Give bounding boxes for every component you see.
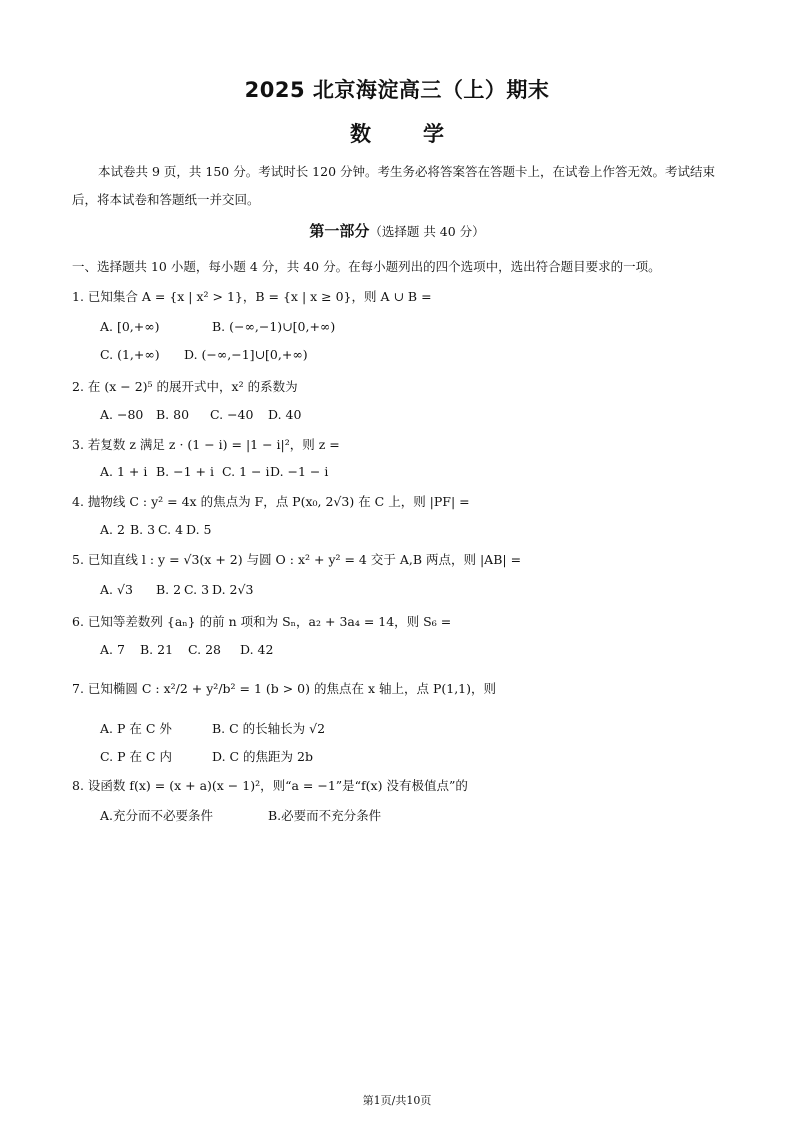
question-8-option-a: A.充分而不必要条件	[100, 808, 214, 823]
question-4-option-a: A. 2	[100, 522, 125, 537]
question-7-option-b: B. C 的长轴长为 √2	[212, 721, 326, 736]
question-1-option-c: C. (1,+∞)	[100, 347, 160, 362]
question-5-option-c: C. 3	[184, 582, 210, 597]
question-5-option-a: A. √3	[100, 582, 133, 597]
question-2-option-d: D. 40	[268, 407, 302, 422]
section-title: 第一部分	[309, 222, 370, 240]
subject-char-2: 学	[423, 122, 444, 146]
question-1-option-a: A. [0,+∞)	[100, 319, 160, 334]
question-2-stem: 2. 在 (x − 2)⁵ 的展开式中，x² 的系数为	[72, 379, 298, 394]
question-4-option-d: D. 5	[186, 522, 212, 537]
question-3-option-c: C. 1 − i	[222, 464, 270, 479]
question-2-option-c: C. −40	[210, 407, 254, 422]
exam-instructions: 本试卷共 9 页，共 150 分。考试时长 120 分钟。考生务必将答案答在答题卡上，在试卷上作答无效。考试结束后，将本试卷和答题纸一并交回。	[72, 164, 716, 207]
question-6-option-d: D. 42	[240, 642, 274, 657]
question-4-stem: 4. 抛物线 C : y² = 4x 的焦点为 F，点 P(x₀, 2√3) 在 C 上，则 |PF| =	[72, 494, 470, 509]
question-8-stem: 8. 设函数 f(x) = (x + a)(x − 1)²，则“a = −1”是“f(x) 没有极值点”的	[72, 778, 468, 793]
question-6-option-a: A. 7	[100, 642, 125, 657]
question-1-stem: 1. 已知集合 A = {x | x² > 1}，B = {x | x ≥ 0}，则 A ∪ B =	[72, 289, 432, 304]
question-6-option-b: B. 21	[140, 642, 174, 657]
subject-char-1: 数	[350, 122, 371, 146]
question-5-option-d: D. 2√3	[212, 582, 254, 597]
question-3-stem: 3. 若复数 z 满足 z · (1 − i) = |1 − i|²，则 z =	[72, 437, 340, 452]
page-footer: 第1页/共10页	[362, 1094, 432, 1107]
question-3-option-b: B. −1 + i	[156, 464, 214, 479]
subject-title	[0, 118, 794, 148]
question-5-stem: 5. 已知直线 l : y = √3(x + 2) 与圆 O : x² + y² = 4 交于 A,B 两点，则 |AB| =	[72, 552, 522, 567]
question-2-option-a: A. −80	[100, 407, 144, 422]
question-7-option-a: A. P 在 C 外	[100, 721, 172, 736]
question-4-option-b: B. 3	[130, 522, 156, 537]
question-1-option-b: B. (−∞,−1)∪[0,+∞)	[212, 319, 336, 334]
question-4-option-c: C. 4	[158, 522, 184, 537]
section-heading	[0, 220, 794, 241]
question-6-option-c: C. 28	[188, 642, 221, 657]
question-1-option-d: D. (−∞,−1]∪[0,+∞)	[184, 347, 308, 362]
question-3-option-a: A. 1 + i	[100, 464, 148, 479]
question-7-option-c: C. P 在 C 内	[100, 749, 172, 764]
question-7-option-d: D. C 的焦距为 2b	[212, 749, 313, 764]
question-3-option-d: D. −1 − i	[270, 464, 329, 479]
question-7-stem: 7. 已知椭圆 C : x²/2 + y²/b² = 1 (b > 0) 的焦点在 x 轴上，点 P(1,1)，则	[72, 681, 496, 696]
question-8-option-b: B.必要而不充分条件	[268, 808, 382, 823]
question-2-option-b: B. 80	[156, 407, 190, 422]
question-5-option-b: B. 2	[156, 582, 182, 597]
section-subtitle: （选择题 共 40 分）	[369, 224, 485, 239]
question-6-stem: 6. 已知等差数列 {aₙ} 的前 n 项和为 Sₙ，a₂ + 3a₄ = 14，则 S₆ =	[72, 614, 452, 629]
exam-title: 2025 北京海淀高三（上）期末	[244, 78, 550, 102]
question-instructions: 一、选择题共 10 小题，每小题 4 分，共 40 分。在每小题列出的四个选项中，选出符合题目要求的一项。	[72, 259, 661, 274]
